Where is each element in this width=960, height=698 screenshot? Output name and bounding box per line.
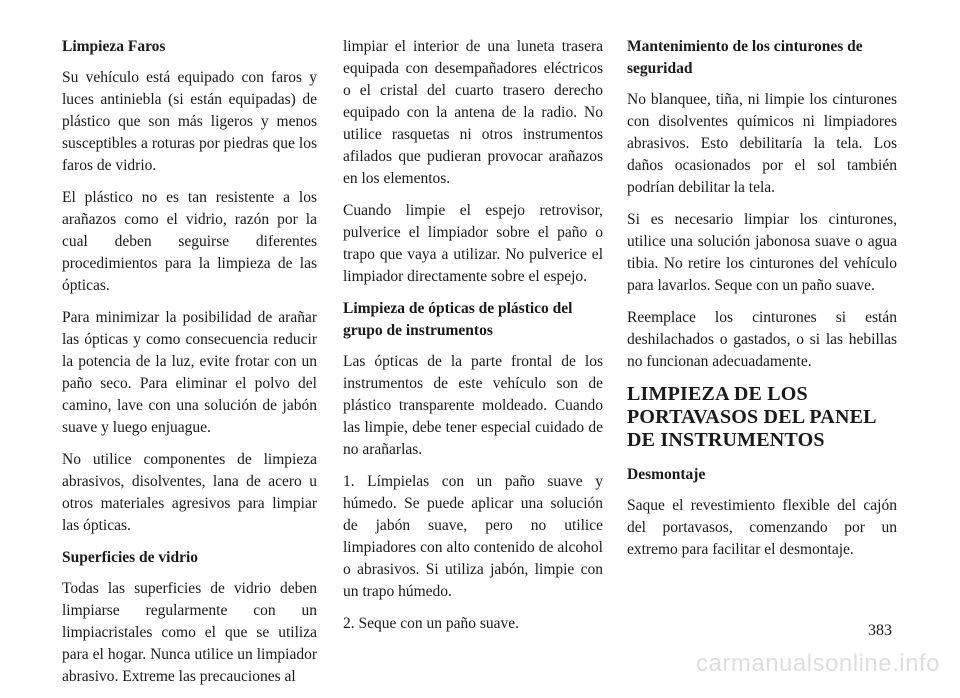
column-1 xyxy=(62,36,317,698)
paragraph: No blanquee, tiña, ni limpie los cinturones con disolventes químicos ni limpiadores abrasivos. Esto debilitaría la tela. Los daños ocasionados por el sol también podrían debilitar la tela. xyxy=(627,91,897,196)
paragraph: No utilice componentes de limpieza abrasivos, disolventes, lana de acero u otros materiales agresivos para limpiar las ópticas. xyxy=(62,451,317,534)
paragraph: Saque el revestimiento flexible del cajón del portavasos, comenzando por un extremo para facilitar el desmontaje. xyxy=(627,497,897,558)
heading-limpieza-faros: Limpieza Faros xyxy=(62,38,166,55)
heading-superficies-vidrio: Superficies de vidrio xyxy=(62,549,199,566)
paragraph: limpiar el interior de una luneta trasera equipada con desempañadores eléctricos o el cristal del cuarto trasero derecho equipado con la antena de la radio. No utilice rasquetas ni otros instrumentos afilados que pudieran provocar arañazos en los elementos. xyxy=(343,38,603,187)
paragraph: 1. Límpielas con un paño suave y húmedo. Se puede aplicar una solución de jabón suave, pero no utilice limpiadores con alto contenido de alcohol o abrasivos. Si utiliza jabón, limpie con un trapo húmedo. xyxy=(343,473,603,600)
paragraph: Su vehículo está equipado con faros y luces antiniebla (si están equipadas) de plástico que son más ligeros y menos susceptibles a roturas por piedras que los faros de vidrio. xyxy=(62,69,317,174)
heading-mantenimiento-cinturones: Mantenimiento de los cinturones de seguridad xyxy=(627,38,863,77)
page-number: 383 xyxy=(868,622,892,639)
paragraph: Reemplace los cinturones si están deshilachados o gastados, o si las hebillas no funcionan adecuadamente. xyxy=(627,309,897,370)
heading-desmontaje: Desmontaje xyxy=(627,466,706,483)
paragraph: 2. Seque con un paño suave. xyxy=(343,615,520,632)
column-3 xyxy=(627,36,897,571)
section-title-portavasos: LIMPIEZA DE LOS PORTAVASOS DEL PANEL DE INSTRUMENTOS xyxy=(627,383,876,451)
column-2 xyxy=(343,36,603,645)
heading-limpieza-opticas: Limpieza de ópticas de plástico del grupo de instrumentos xyxy=(343,300,573,339)
paragraph: Si es necesario limpiar los cinturones, utilice una solución jabonosa suave o agua tibia. No retire los cinturones del vehículo para lavarlos. Seque con un paño suave. xyxy=(627,211,897,294)
paragraph: Las ópticas de la parte frontal de los instrumentos de este vehículo son de plástico transparente moldeado. Cuando las limpie, debe tener especial cuidado de no arañarlas. xyxy=(343,353,603,458)
paragraph: Para minimizar la posibilidad de arañar las ópticas y como consecuencia reducir la potencia de la luz, evite frotar con un paño seco. Para eliminar el polvo del camino, lave con una solución de jabón suave y luego enjuague. xyxy=(62,309,317,436)
paragraph: Cuando limpie el espejo retrovisor, pulverice el limpiador sobre el paño o trapo que vaya a utilizar. No pulverice el limpiador directamente sobre el espejo. xyxy=(343,202,603,285)
paragraph: Todas las superficies de vidrio deben limpiarse regularmente con un limpiacristales como el que se utiliza para el hogar. Nunca utilice un limpiador abrasivo. Extreme las precauciones al xyxy=(62,580,317,685)
paragraph: El plástico no es tan resistente a los arañazos como el vidrio, razón por la cual deben seguirse diferentes procedimientos para la limpieza de las ópticas. xyxy=(62,189,317,294)
watermark: carmanualsonline.info xyxy=(696,650,940,677)
